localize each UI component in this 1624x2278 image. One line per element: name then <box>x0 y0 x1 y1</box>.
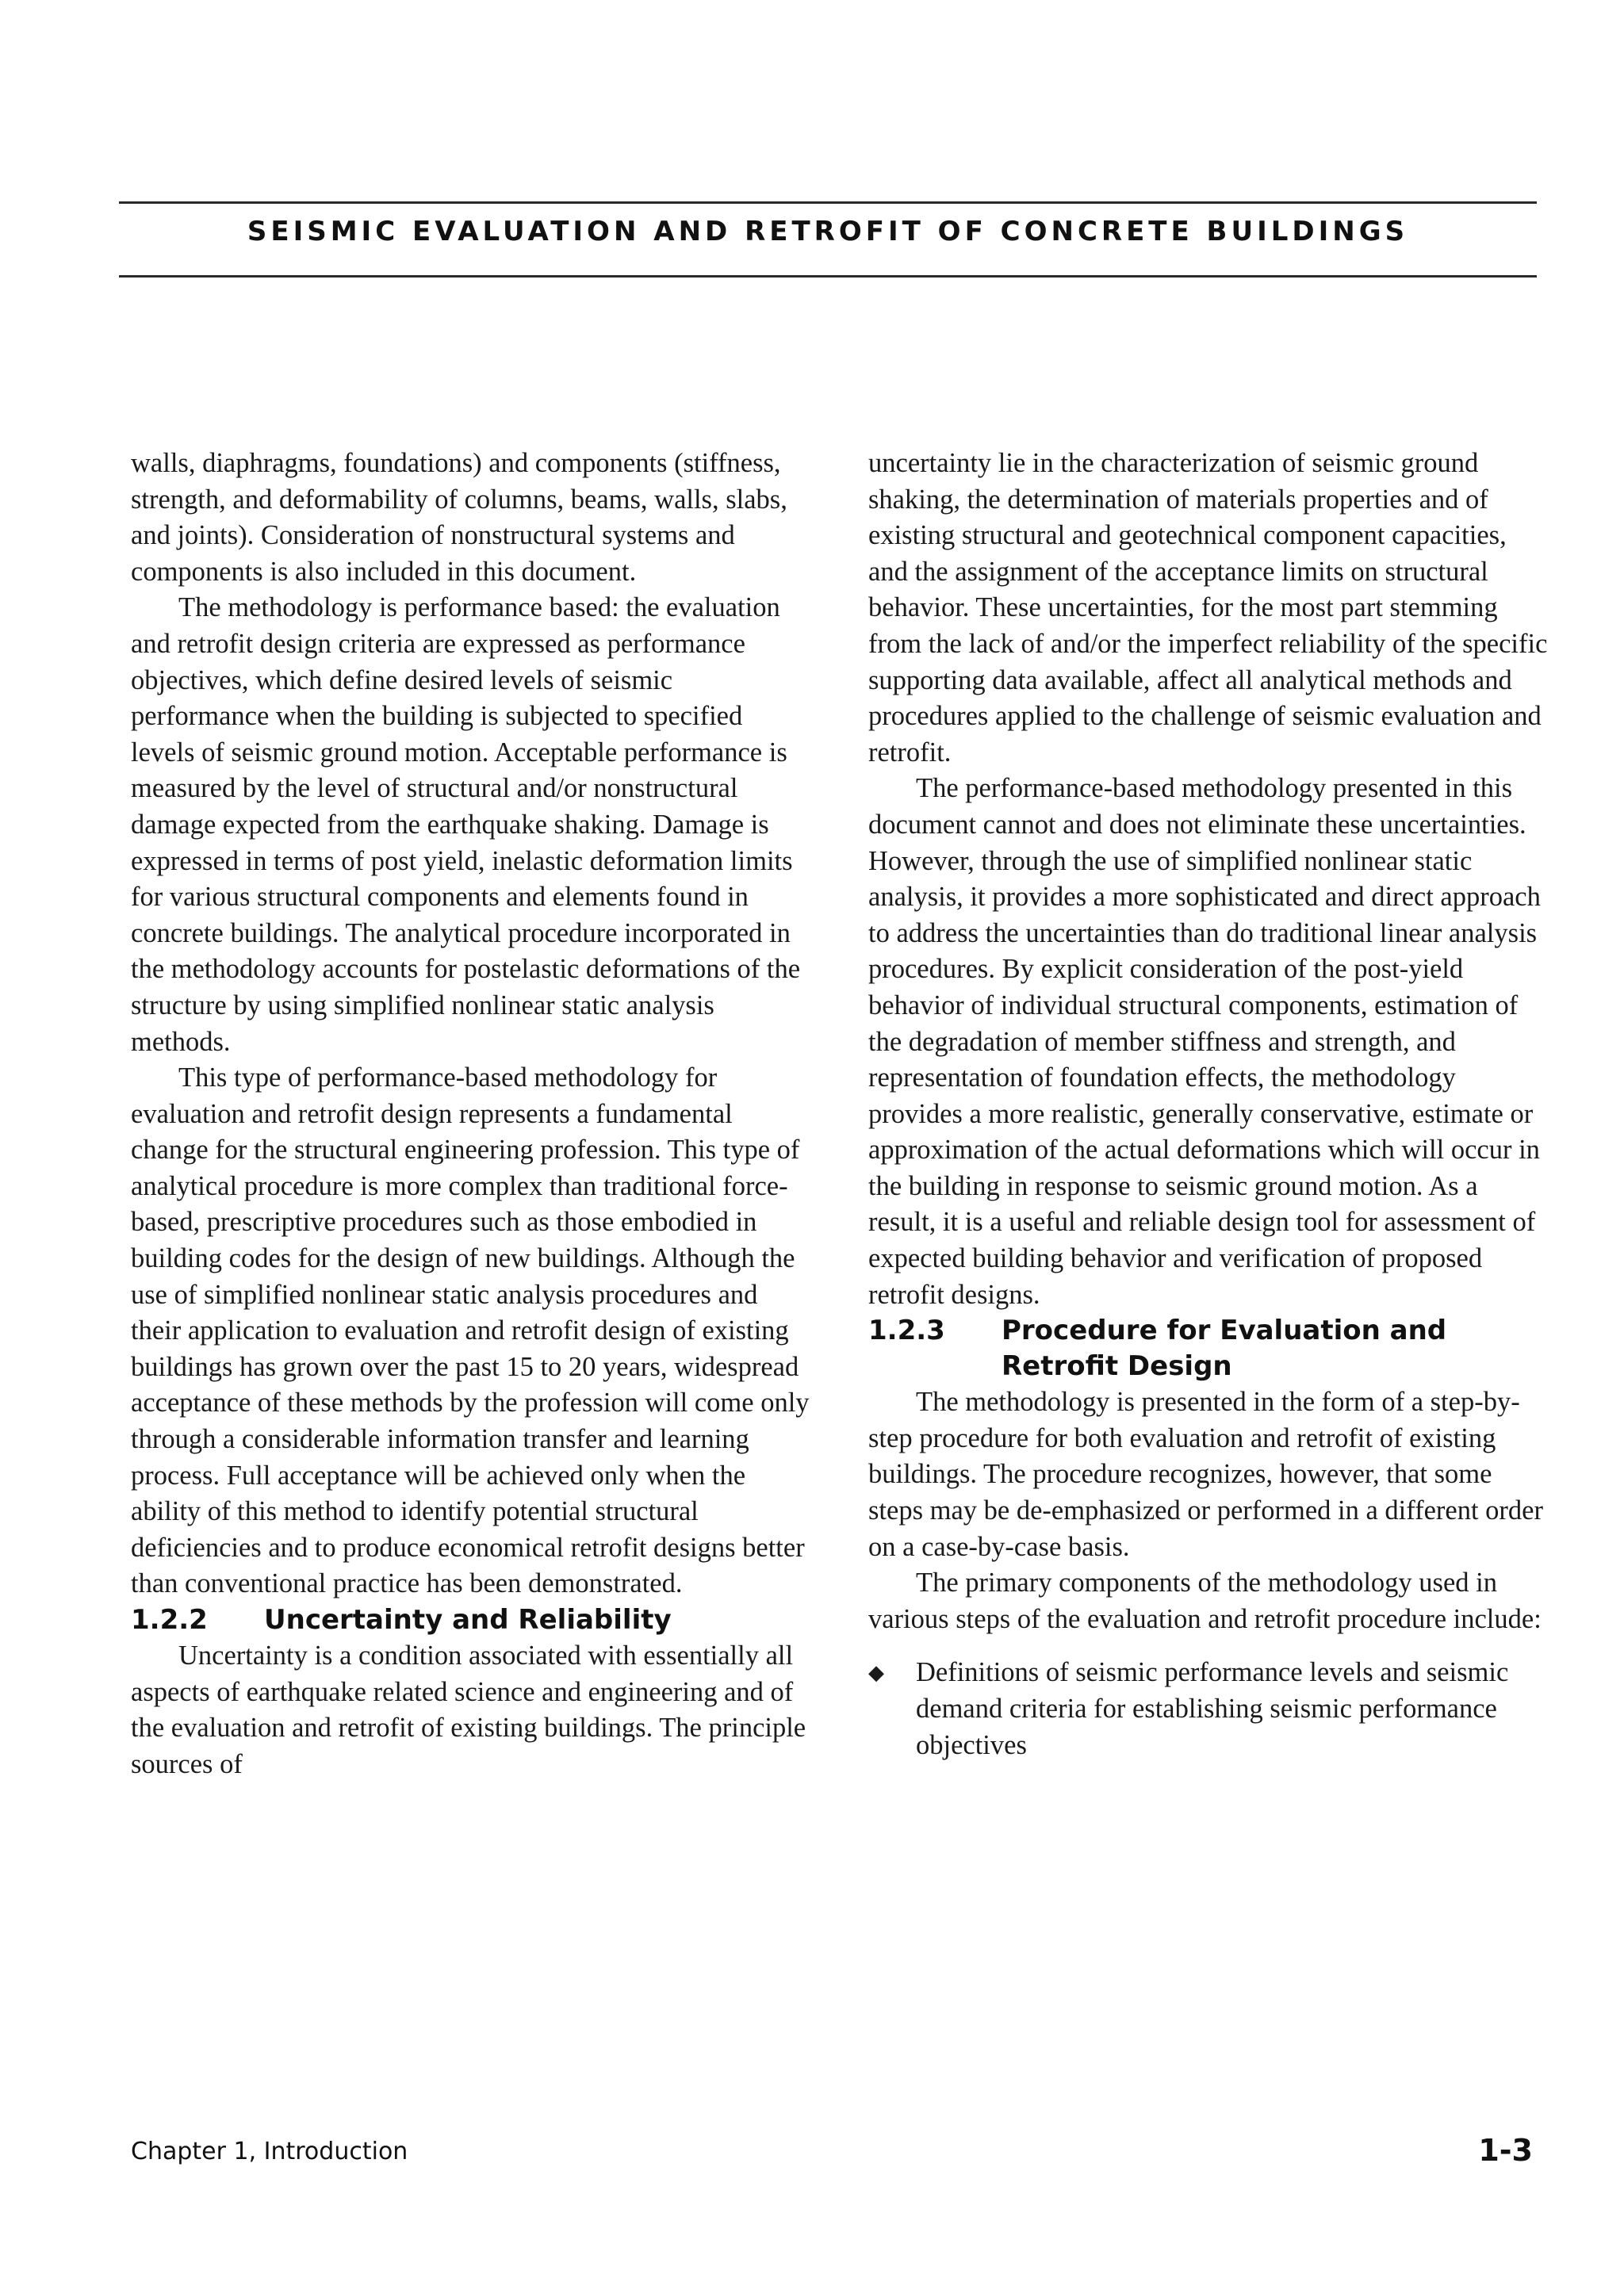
right-column <box>868 446 1550 1763</box>
left-paragraph-2: The methodology is performance based: the evaluation and retrofit design criteria are expressed as performance objectives, which define desired levels of seismic performance when the building is subjected to specified levels of seismic ground motion. Acceptable performance is measured by the level of structural and/or nonstructural damage expected from the earthquake shaking. Damage is expressed in terms of post yield, inelastic deformation limits for various structural components and elements found in concrete buildings. The analytical procedure incorporated in the methodology accounts for postelastic deformations of the structure by using simplified nonlinear static analysis methods. <box>131 592 801 1057</box>
left-column <box>131 446 813 1782</box>
right-paragraph-3: The methodology is presented in the form of a step-by-step procedure for both evaluation and retrofit of existing buildings. The procedure recognizes, however, that some steps may be de-emphasized or performed in a different order on a case-by-case basis. <box>868 1387 1543 1562</box>
list-item <box>868 1655 1550 1763</box>
section-number: 1.2.2 <box>131 1604 208 1636</box>
left-paragraph-4: Uncertainty is a condition associated with essentially all aspects of earthquake related science and engineering and of the evaluation and retrofit of existing buildings. The principle sources of <box>131 1641 806 1779</box>
component-list <box>868 1655 1550 1763</box>
right-paragraph-1: uncertainty lie in the characterization of seismic ground shaking, the determination of materials properties and of existing structural and geotechnical component capacities, and the assignment of the acceptance limits on structural behavior. These uncertainties, for the most part stemming from the lack of and/or the imperfect reliability of the specific supporting data available, affect all analytical methods and procedures applied to the challenge of seismic evaluation and retrofit. <box>868 448 1548 768</box>
section-number: 1.2.3 <box>868 1315 945 1347</box>
running-header: SEISMIC EVALUATION AND RETROFIT OF CONCRETE BUILDINGS <box>247 216 1409 247</box>
list-item-text: Definitions of seismic performance levels and seismic demand criteria for establishing seismic performance objectives <box>916 1657 1509 1760</box>
header-rule-bottom <box>119 275 1537 278</box>
section-heading-1-2-3 <box>868 1313 1550 1384</box>
section-heading-1-2-2 <box>131 1602 813 1638</box>
left-paragraph-3: This type of performance-based methodology for evaluation and retrofit design represents a fundamental change for the structural engineering profession. This type of analytical procedure is more complex than traditional force-based, prescriptive procedures such as those embodied in building codes for the design of new buildings. Although the use of simplified nonlinear static analysis procedures and their application to evaluation and retrofit design of existing buildings has grown over the past 15 to 20 years, widespread acceptance of these methods by the profession will come only through a considerable information transfer and learning process. Full acceptance will be achieved only when the ability of this method to identify potential structural deficiencies and to produce economical retrofit designs better than conventional practice has been demonstrated. <box>131 1062 810 1599</box>
footer-chapter-label: Chapter 1, Introduction <box>131 2138 408 2165</box>
section-title: Procedure for Evaluation and Retrofit Design <box>1002 1315 1447 1383</box>
diamond-bullet-icon: ◆ <box>868 1661 884 1685</box>
left-paragraph-1: walls, diaphragms, foundations) and components (stiffness, strength, and deformability of columns, beams, walls, slabs, and joints). Consideration of nonstructural systems and components is also included in this document. <box>131 448 787 587</box>
right-paragraph-2: The performance-based methodology presented in this document cannot and does not eliminate these uncertainties. However, through the use of simplified nonlinear static analysis, it provides a more sophisticated and direct approach to address the uncertainties than do traditional linear analysis procedures. By explicit consideration of the post-yield behavior of individual structural components, estimation of the degradation of member stiffness and strength, and representation of foundation effects, the methodology provides a more realistic, generally conservative, estimate or approximation of the actual deformations which will occur in the building in response to seismic ground motion. As a result, it is a useful and reliable design tool for assessment of expected building behavior and verification of proposed retrofit designs. <box>868 773 1541 1310</box>
header-rule-top <box>119 201 1537 204</box>
section-title: Uncertainty and Reliability <box>264 1604 672 1636</box>
page-number: 1-3 <box>1478 2133 1533 2168</box>
right-paragraph-4: The primary components of the methodology used in various steps of the evaluation and retrofit procedure include: <box>868 1568 1542 1634</box>
